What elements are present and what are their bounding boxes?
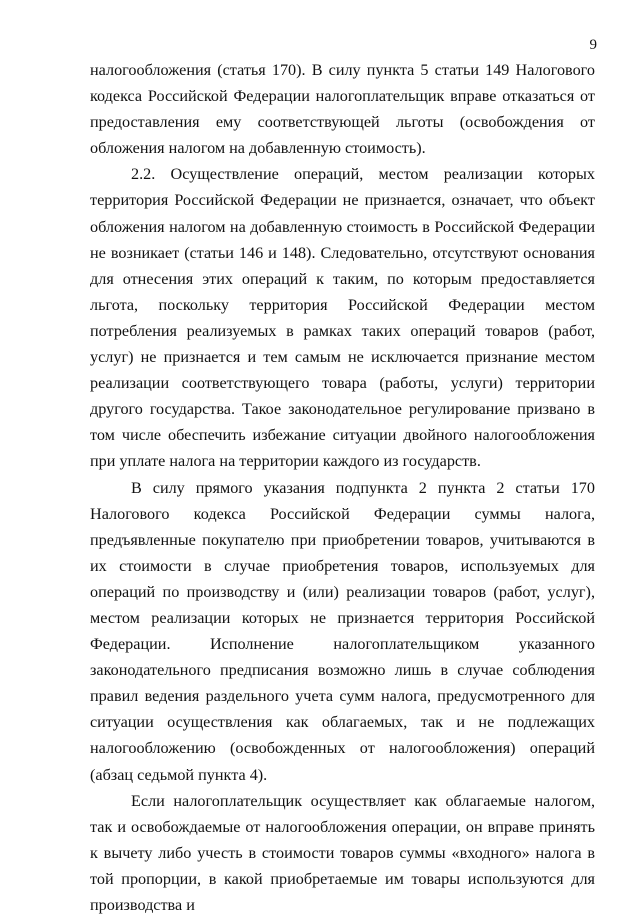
document-body [90,57,595,918]
paragraph-1: налогообложения (статья 170). В силу пункта 5 статьи 149 Налогового кодекса Российской Федерации налогоплательщик вправе отказаться от предоставления ему соответствующей льготы (освобождения от обложения налогом на добавленную стоимость). [90,61,595,158]
paragraph-4: Если налогоплательщик осуществляет как облагаемые налогом, так и освобождаемые от налогообложения операции, он вправе принять к вычету либо учесть в стоимости товаров суммы «входного» налога в той пропорции, в какой приобретаемые им товары используются для производства и [90,791,595,914]
paragraph-3: В силу прямого указания подпункта 2 пункта 2 статьи 170 Налогового кодекса Российской Федерации суммы налога, предъявленные покупателю при приобретении товаров, учитываются в их стоимости в случае приобретения товаров, используемых для операций по производству и (или) реализации товаров (работ, услуг), местом реализации которых не признается территория Российской Федерации. Исполнение налогоплательщиком указанного законодательного предписания возможно лишь в случае соблюдения правил ведения раздельного учета сумм налога, предусмотренного для ситуации осуществления как облагаемых, так и не подлежащих налогообложению (освобожденных от налогообложения) операций (абзац седьмой пункта 4). [90,478,595,784]
paragraph-2: 2.2. Осуществление операций, местом реализации которых территория Российской Федерации не признается, означает, что объект обложения налогом на добавленную стоимость в Российской Федерации не возникает (статьи 146 и 148). Следовательно, отсутствуют основания для отнесения этих операций к таким, по которым предоставляется льгота, поскольку территория Российской Федерации местом потребления реализуемых в рамках таких операций товаров (работ, услуг) не признается и тем самым не исключается признание местом реализации соответствующего товара (работы, услуги) территории другого государства. Такое законодательное регулирование призвано в том числе обеспечить избежание ситуации двойного налогообложения при уплате налога на территории каждого из государств. [90,165,595,471]
page-number: 9 [589,37,597,53]
